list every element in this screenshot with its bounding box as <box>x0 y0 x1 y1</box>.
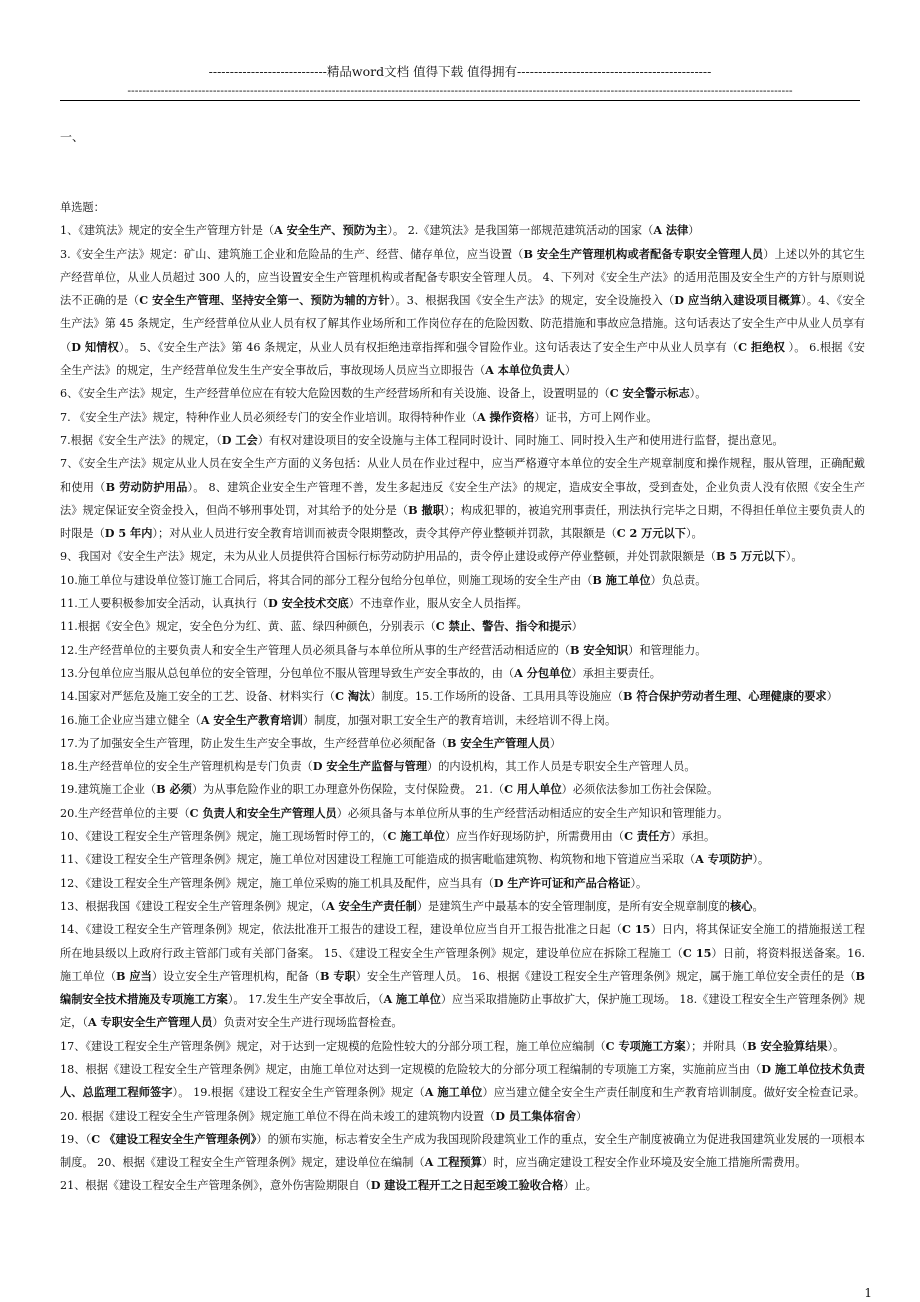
question-text: 14、《建设工程安全生产管理条例》规定，依法批准开工报告的建设工程，建设单位应当自开工报告批准之日起（ <box>60 923 622 937</box>
page-number: 1 <box>864 1286 872 1300</box>
question-text: ）的颁布实施，标志着安全生产成为我国现阶段建筑业工作的重点，安全生产制度被确立为促进我国建筑业发展的一项根本制度。 20、根据《建设工程安全生产管理条例》规定，建设单位在编制（ <box>60 1132 865 1170</box>
question-text: ）。 2.《建筑法》是我国第一部规范建筑活动的国家（ <box>387 224 654 238</box>
question-text: 17、《建设工程安全生产管理条例》规定，对于达到一定规模的危险性较大的分部分项工程，施工单位应编制（ <box>60 1039 606 1053</box>
paragraph <box>60 545 865 568</box>
question-text: 12、《建设工程安全生产管理条例》规定，施工单位采购的施工机具及配件，应当具有（ <box>60 876 494 890</box>
question-text: 1、《建筑法》规定的安全生产管理方针是（ <box>60 224 275 238</box>
answer-text: C 15 <box>621 922 651 937</box>
question-text: ）止。 <box>563 1179 597 1193</box>
answer-text: A 法律 <box>653 223 689 238</box>
question-text: 13.分包单位应当服从总包单位的安全管理，分包单位不服从管理导致生产安全事故的，由（ <box>60 666 515 680</box>
paragraph <box>60 848 865 871</box>
paragraph <box>60 196 865 219</box>
question-text: ） <box>688 224 700 238</box>
paragraph <box>60 802 865 825</box>
answer-text: D 生产许可证和产品合格证 <box>493 875 631 890</box>
paragraph <box>60 592 865 615</box>
question-text: ） <box>576 1109 588 1123</box>
question-text: ）。 <box>752 853 770 867</box>
answer-text: C 《建设工程安全生产管理条例》 <box>91 1131 257 1146</box>
question-text: ） <box>549 736 562 750</box>
question-text: 19.建筑施工企业（ <box>60 783 157 797</box>
question-text: ）。 <box>685 527 703 541</box>
answer-text: A 施工单位 <box>424 1085 483 1100</box>
paragraph <box>60 639 865 662</box>
question-text: 7、《安全生产法》规定从业人员在安全生产方面的义务包括：从业人员在作业过程中，应当严格遵守本单位的安全生产规章制度和操作规程，服从管理，正确配戴和使用（ <box>60 457 865 494</box>
question-text: 11.根据《安全色》规定，安全色分为红、黄、蓝、绿四种颜色，分别表示（ <box>60 620 436 634</box>
answer-text: B 符合保护劳动者生理、心理健康的要求 <box>623 689 827 704</box>
answer-text: B 安全生产管理机构或者配备专职安全管理人员 <box>523 246 764 261</box>
answer-text: B 安全知识 <box>570 642 629 657</box>
answer-text: A 安全生产教育培训 <box>200 712 303 727</box>
answer-text: B 编制安全技术措施及专项施工方案 <box>60 968 865 1007</box>
header-rule <box>60 100 860 101</box>
paragraph <box>60 243 865 383</box>
answer-text: B 安全生产管理人员 <box>446 735 550 750</box>
question-text: 20.生产经营单位的主要（ <box>60 806 190 820</box>
question-text: ）应当作好现场防护，所需费用由（ <box>445 830 625 844</box>
answer-text: B 施工单位 <box>592 572 651 587</box>
question-text: 7.根据《安全生产法》的规定，（ <box>60 433 222 447</box>
question-text: ）。 19.根据《建设工程安全生产管理条例》规定（ <box>172 1086 425 1100</box>
answer-text: C 安全警示标志 <box>609 386 690 401</box>
paragraph <box>60 569 865 592</box>
question-text: 11.工人要积极参加安全活动，认真执行（ <box>60 597 268 611</box>
question-text: 19、（ <box>60 1132 92 1146</box>
paragraph <box>60 406 865 429</box>
answer-text: A 操作资格 <box>476 409 535 424</box>
answer-text: C 用人单位 <box>504 782 562 797</box>
paragraph <box>60 429 865 452</box>
paragraph <box>60 1174 865 1197</box>
question-text: ）有权对建设项目的安全设施与主体工程同时设计、同时施工、同时投入生产和使用进行监督，提出意见。 <box>257 433 784 447</box>
paragraph <box>60 615 865 638</box>
answer-text: A 专项防护 <box>695 852 753 867</box>
question-text: ）设立安全生产管理机构，配备（ <box>151 969 320 983</box>
answer-text: B 应当 <box>116 968 152 983</box>
question-text: ）安全生产管理人员。 16、根据《建设工程安全生产管理条例》规定，属于施工单位安全责任的是（ <box>355 969 856 983</box>
question-text: ）负总责。 <box>650 573 707 587</box>
paragraph <box>60 872 865 895</box>
paragraph <box>60 732 865 755</box>
question-text: ）和管理能力。 <box>628 643 707 657</box>
question-text: ） <box>571 620 583 634</box>
question-text: 18、根据《建设工程安全生产管理条例》规定，由施工单位对达到一定规模的危险较大的分部分项工程编制的专项施工方案，实施前应当由（ <box>60 1062 762 1076</box>
paragraph <box>60 755 865 778</box>
answer-text: C 责任方 <box>624 829 671 844</box>
question-text: ）时，应当确定建设工程安全作业环境及安全施工措施所需费用。 <box>481 1156 807 1170</box>
question-text: ）必须依法参加工伤社会保险。 <box>561 783 719 797</box>
answer-text: B 撤职 <box>408 502 444 517</box>
answer-text: D 应当纳入建设项目概算 <box>674 293 802 308</box>
question-text: 9、我国对《安全生产法》规定，未为从业人员提供符合国标行标劳动防护用品的，责令停止建设或停产停业整顿，并处罚款限额是（ <box>60 550 716 564</box>
question-text: ） <box>826 690 838 704</box>
answer-text: A 分包单位 <box>514 665 572 680</box>
answer-text: A 施工单位 <box>383 992 441 1007</box>
answer-text: B 5 万元以下 <box>716 549 786 564</box>
question-text: ）负责对安全生产进行现场监督检查。 <box>212 1016 403 1030</box>
paragraph <box>60 219 865 242</box>
question-text: ）。 <box>689 387 707 401</box>
question-text: 6、《安全生产法》规定，生产经营单位应在有较大危险因数的生产经营场所和有关设施、设备上，设置明显的（ <box>60 387 610 401</box>
question-text: 10.施工单位与建设单位签订施工合同后，将其合同的部分工程分包给分包单位，则施工现场的安全生产由（ <box>60 573 593 587</box>
question-text: ）。 5、《安全生产法》第 46 条规定，从业人员有权拒绝违章指挥和强令冒险作业。这句话表达了安全生产中从业人员享有（ <box>118 340 739 354</box>
answer-text: D 知情权 <box>71 339 119 354</box>
answer-text: D 5 年内 <box>104 526 153 541</box>
question-text: 12.生产经营单位的主要负责人和安全生产管理人员必须具备与本单位所从事的生产经营活动相适应的（ <box>60 643 571 657</box>
paragraph <box>60 1035 865 1058</box>
answer-text: A 安全生产、预防为主 <box>274 223 388 238</box>
paragraph <box>60 452 865 545</box>
question-text: 。 <box>752 899 764 913</box>
question-text: 7. 《安全生产法》规定，特种作业人员必须经专门的安全作业培训。取得特种作业（ <box>60 410 477 424</box>
answer-text: B 必须 <box>156 782 192 797</box>
question-text: ）的内设机构，其工作人员是专职安全生产管理人员。 <box>427 760 696 774</box>
answer-text: C 施工单位 <box>387 829 446 844</box>
question-text: ）。 6.根据《安全生产法》的规定，生产经营单位发生生产安全事故后，事故现场人员应当立即报告（ <box>60 340 865 378</box>
paragraph <box>60 382 865 405</box>
answer-text: D 施工单位技术负责人、总监理工程师签字 <box>60 1061 865 1100</box>
answer-text: A 专职安全生产管理人员 <box>87 1015 213 1030</box>
question-text: ）。 <box>785 550 803 564</box>
answer-text: C 淘汰 <box>335 689 371 704</box>
question-text: ）上述以外的其它生产经营单位，从业人员超过 300 人的，应当设置安全生产管理机构或者配备专职安全管理人员。 4、下列对《安全生产法》的适用范围及安全生产的方针与原则说法不正确的是（ <box>60 247 865 308</box>
question-text: ）。 17.发生生产安全事故后，（ <box>227 993 384 1007</box>
paragraph <box>60 709 865 732</box>
paragraph <box>60 1058 865 1128</box>
answer-text: C 拒绝权 <box>738 339 785 354</box>
question-text: ）日内，将其保证安全施工的措施报送工程所在地县级以上政府行政主管部门或有关部门备案。 15、《建设工程安全生产管理条例》规定，建设单位应在拆除工程施工（ <box>60 923 865 960</box>
question-text: ）。 8、建筑企业安全生产管理不善，发生多起违反《安全生产法》的规定，造成安全事故，受到查处，企业负责人没有依照《安全生产法》规定保证安全资金投入，但尚不够刑事处罚，对其给予的处分是（ <box>60 480 865 517</box>
question-text: ）。3、根据我国《安全生产法》的规定，安全设施投入（ <box>389 294 675 308</box>
question-text: 17.为了加强安全生产管理，防止发生生产安全事故，生产经营单位必须配备（ <box>60 736 447 750</box>
paragraph <box>60 895 865 918</box>
question-text: ）日前，将资料报送备案。16.施工单位（ <box>60 946 865 983</box>
question-text: ）；构成犯罪的，被追究刑事责任，刑法执行完毕之日期，不得担任单位主要负责人的时限是（ <box>60 503 865 541</box>
answer-text: C 专项施工方案 <box>605 1038 686 1053</box>
paragraph <box>60 918 865 1034</box>
paragraph <box>60 778 865 801</box>
answer-text: 核心 <box>730 898 753 913</box>
question-text: ）应当建立健全安全生产责任制度和生产教育培训制度。做好安全检查记录。 20. 根据《建设工程安全生产管理条例》规定施工单位不得在尚未竣工的建筑物内设置（ <box>60 1086 866 1123</box>
answer-text: C 安全生产管理、坚持安全第一、预防为辅的方针 <box>139 293 390 308</box>
paragraph <box>60 1128 865 1175</box>
header-line-1: ----------------------------精品word文档 值得下载 值得拥有---------------------------------------------- <box>208 64 712 79</box>
answer-text: D 安全技术交底 <box>267 596 349 611</box>
document-body <box>60 196 865 1198</box>
answer-text: C 2 万元以下 <box>616 526 686 541</box>
question-text: ）。 <box>630 876 648 890</box>
question-text: 14.国家对严惩危及施工安全的工艺、设备、材料实行（ <box>60 690 336 704</box>
section-number: 一、 <box>60 130 85 144</box>
question-text: ）应当采取措施防止事故扩大，保护施工现场。 18.《建设工程安全生产管理条例》规定，（ <box>60 993 865 1030</box>
question-text: ）。4、《安全生产法》第 45 条规定，生产经营单位从业人员有权了解其作业场所和工作岗位存在的危险因数、防范措施和事故应急措施。这句话表达了安全生产中从业人员享有（ <box>60 294 865 354</box>
answer-text: C 负责人和安全生产管理人员 <box>189 805 337 820</box>
question-text: ）不违章作业，服从安全人员指挥。 <box>348 597 528 611</box>
question-text: ）；对从业人员进行安全教育培训而被责令限期整改，责令其停产停业整顿并罚款，其限额是（ <box>152 527 617 541</box>
answer-text: A 工程预算 <box>424 1155 482 1170</box>
question-text: 单选题： <box>60 201 105 214</box>
paragraph <box>60 662 865 685</box>
question-text: ） <box>564 364 577 378</box>
answer-text: C 禁止、警告、指令和提示 <box>435 619 572 634</box>
question-text: 3.《安全生产法》规定：矿山、建筑施工企业和危险品的生产、经营、储存单位，应当设置（ <box>60 247 524 261</box>
question-text: 11、《建设工程安全生产管理条例》规定，施工单位对因建设工程施工可能造成的损害毗临建筑物、构筑物和地下管道应当采取（ <box>60 853 696 867</box>
answer-text: A 安全生产责任制 <box>325 898 417 913</box>
question-text: ）承担主要责任。 <box>571 666 661 680</box>
question-text: ）。 <box>827 1039 845 1053</box>
paragraph <box>60 685 865 708</box>
question-text: ）证书，方可上网作业。 <box>534 410 658 424</box>
header-line-2: ----------------------------------------------------------------------------------------------------------------------------------------------------------------------------------- <box>127 84 793 97</box>
paragraph <box>60 825 865 848</box>
answer-text: B 专职 <box>319 968 356 983</box>
question-text: ）是建筑生产中最基本的安全管理制度，是所有安全规章制度的 <box>416 899 731 913</box>
answer-text: D 员工集体宿舍 <box>495 1108 577 1123</box>
question-text: 10、《建设工程安全生产管理条例》规定，施工现场暂时停工的，（ <box>60 830 388 844</box>
question-text: ）必须具备与本单位所从事的生产经营活动相适应的安全生产知识和管理能力。 <box>336 806 729 820</box>
question-text: 21、根据《建设工程安全生产管理条例》，意外伤害险期限自（ <box>60 1179 371 1193</box>
question-text: 13、根据我国《建设工程安全生产管理条例》规定，（ <box>60 899 326 913</box>
page-header <box>60 62 860 100</box>
question-text: 16.施工企业应当建立健全（ <box>60 713 201 727</box>
answer-text: D 工会 <box>221 432 258 447</box>
answer-text: C 15 <box>682 945 712 960</box>
question-text: 18.生产经营单位的安全生产管理机构是专门负责（ <box>60 760 313 774</box>
question-text: ）；并附具（ <box>685 1039 748 1053</box>
answer-text: B 劳动防护用品 <box>105 479 188 494</box>
answer-text: B 安全验算结果 <box>747 1038 828 1053</box>
answer-text: A 本单位负责人 <box>485 363 565 378</box>
answer-text: D 安全生产监督与管理 <box>312 759 428 774</box>
answer-text: D 建设工程开工之日起至竣工验收合格 <box>370 1178 564 1193</box>
question-text: ）制度。15.工作场所的设备、工具用具等设施应（ <box>370 690 624 704</box>
question-text: ）制度，加强对职工安全生产的教育培训，未经培训不得上岗。 <box>302 713 617 727</box>
question-text: ）承担。 <box>670 830 716 844</box>
question-text: ）为从事危险作业的职工办理意外伤保险，支付保险费。 21.（ <box>191 783 505 797</box>
